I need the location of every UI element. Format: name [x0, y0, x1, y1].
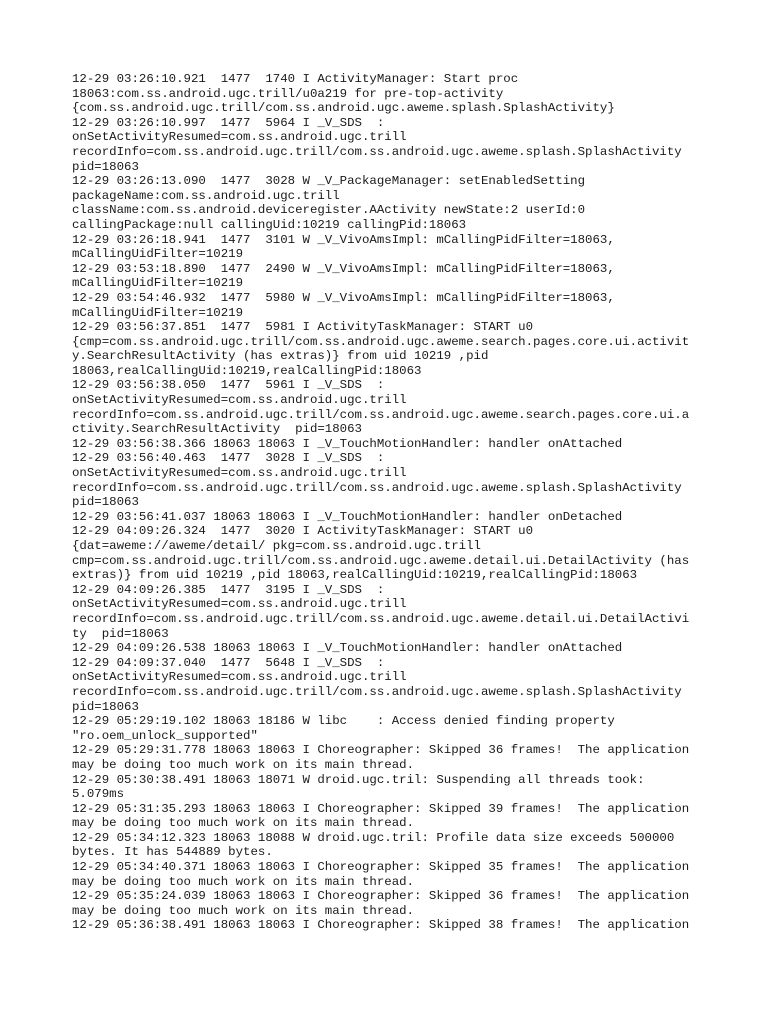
log-line: 12-29 03:26:13.090 1477 3028 W _V_PackageManager: setEnabledSetting: [72, 174, 586, 189]
log-line: recordInfo=com.ss.android.ugc.trill/com.ss.android.ugc.aweme.splash.SplashActivity: [72, 480, 682, 495]
log-line: onSetActivityResumed=com.ss.android.ugc.trill: [72, 130, 407, 145]
log-line: onSetActivityResumed=com.ss.android.ugc.trill: [72, 670, 407, 685]
log-line: 18063:com.ss.android.ugc.trill/u0a219 for pre-top-activity: [72, 86, 504, 101]
log-line: 12-29 04:09:26.385 1477 3195 I _V_SDS :: [72, 582, 385, 597]
log-line: pid=18063: [72, 159, 139, 174]
log-line: 12-29 03:53:18.890 1477 2490 W _V_VivoAmsImpl: mCallingPidFilter=18063,: [72, 261, 615, 276]
log-line: 5.079ms: [72, 787, 125, 802]
log-line: may be doing too much work on its main thread.: [72, 903, 415, 918]
log-line: extras)} from uid 10219 ,pid 18063,realCallingUid:10219,realCallingPid:18063: [72, 568, 638, 583]
log-line: 12-29 05:31:35.293 18063 18063 I Choreographer: Skipped 39 frames! The application: [72, 801, 690, 816]
log-line: pid=18063: [72, 495, 139, 510]
log-line: bytes. It has 544889 bytes.: [72, 845, 273, 860]
log-line: 12-29 03:56:41.037 18063 18063 I _V_TouchMotionHandler: handler onDetached: [72, 509, 623, 524]
log-line: recordInfo=com.ss.android.ugc.trill/com.ss.android.ugc.aweme.splash.SplashActivity: [72, 144, 682, 159]
log-line: onSetActivityResumed=com.ss.android.ugc.trill: [72, 466, 407, 481]
log-line: may be doing too much work on its main thread.: [72, 874, 415, 889]
log-line: 12-29 03:26:10.921 1477 1740 I ActivityManager: Start proc: [72, 72, 519, 86]
log-line: {com.ss.android.ugc.trill/com.ss.android.ugc.aweme.splash.SplashActivity}: [72, 101, 615, 116]
log-line: 12-29 05:35:24.039 18063 18063 I Choreographer: Skipped 36 frames! The application: [72, 889, 690, 904]
log-line: 12-29 05:34:12.323 18063 18088 W droid.ugc.tril: Profile data size exceeds 500000: [72, 830, 675, 845]
log-line: onSetActivityResumed=com.ss.android.ugc.trill: [72, 393, 407, 408]
log-line: recordInfo=com.ss.android.ugc.trill/com.ss.android.ugc.aweme.search.pages.core.ui.a: [72, 407, 690, 422]
log-line: recordInfo=com.ss.android.ugc.trill/com.ss.android.ugc.aweme.detail.ui.DetailActivi: [72, 611, 690, 626]
log-line: may be doing too much work on its main thread.: [72, 757, 415, 772]
log-line: 12-29 03:56:37.851 1477 5981 I ActivityTaskManager: START u0: [72, 320, 534, 335]
log-line: 12-29 05:34:40.371 18063 18063 I Choreographer: Skipped 35 frames! The application: [72, 860, 690, 875]
log-line: 12-29 03:56:40.463 1477 3028 I _V_SDS :: [72, 451, 385, 466]
log-line: 12-29 03:56:38.050 1477 5961 I _V_SDS :: [72, 378, 385, 393]
log-line: {dat=aweme://aweme/detail/ pkg=com.ss.android.ugc.trill: [72, 539, 481, 553]
log-line: y.SearchResultActivity (has extras)} from uid 10219 ,pid: [72, 349, 489, 364]
log-line: {cmp=com.ss.android.ugc.trill/com.ss.android.ugc.aweme.search.pages.core.ui.activit: [72, 334, 690, 349]
log-line: pid=18063: [72, 699, 139, 714]
log-line: "ro.oem_unlock_supported": [72, 728, 258, 743]
log-line: cmp=com.ss.android.ugc.trill/com.ss.android.ugc.aweme.detail.ui.DetailActivity (has: [72, 553, 690, 568]
log-line: 12-29 04:09:37.040 1477 5648 I _V_SDS :: [72, 655, 385, 670]
log-line: 12-29 04:09:26.538 18063 18063 I _V_TouchMotionHandler: handler onAttached: [72, 641, 623, 656]
log-line: ctivity.SearchResultActivity pid=18063: [72, 422, 362, 437]
log-line: 18063,realCallingUid:10219,realCallingPid:18063: [72, 363, 422, 378]
log-line: ty pid=18063: [72, 626, 169, 641]
log-line: 12-29 05:29:31.778 18063 18063 I Choreographer: Skipped 36 frames! The application: [72, 743, 690, 758]
log-line: 12-29 03:54:46.932 1477 5980 W _V_VivoAmsImpl: mCallingPidFilter=18063,: [72, 290, 615, 305]
log-line: 12-29 04:09:26.324 1477 3020 I ActivityTaskManager: START u0: [72, 524, 534, 539]
log-line: 12-29 05:36:38.491 18063 18063 I Choreographer: Skipped 38 frames! The application: [72, 918, 690, 933]
log-line: className:com.ss.android.deviceregister.AActivity newState:2 userId:0: [72, 203, 586, 218]
log-line: recordInfo=com.ss.android.ugc.trill/com.ss.android.ugc.aweme.splash.SplashActivity: [72, 684, 682, 699]
log-line: mCallingUidFilter=10219: [72, 305, 244, 320]
log-line: callingPackage:null callingUid:10219 callingPid:18063: [72, 217, 467, 232]
log-line: may be doing too much work on its main thread.: [72, 816, 415, 831]
log-line: 12-29 03:26:10.997 1477 5964 I _V_SDS :: [72, 115, 385, 130]
log-line: mCallingUidFilter=10219: [72, 247, 244, 262]
log-line: 12-29 05:29:19.102 18063 18186 W libc : Access denied finding property: [72, 714, 615, 729]
log-line: 12-29 05:30:38.491 18063 18071 W droid.ugc.tril: Suspending all threads took:: [72, 772, 645, 787]
log-text-body: [72, 72, 712, 933]
log-line: mCallingUidFilter=10219: [72, 276, 244, 291]
log-line: 12-29 03:56:38.366 18063 18063 I _V_TouchMotionHandler: handler onAttached: [72, 436, 623, 451]
log-line: packageName:com.ss.android.ugc.trill: [72, 188, 340, 203]
log-line: 12-29 03:26:18.941 1477 3101 W _V_VivoAmsImpl: mCallingPidFilter=18063,: [72, 232, 615, 247]
log-line: onSetActivityResumed=com.ss.android.ugc.trill: [72, 597, 407, 612]
